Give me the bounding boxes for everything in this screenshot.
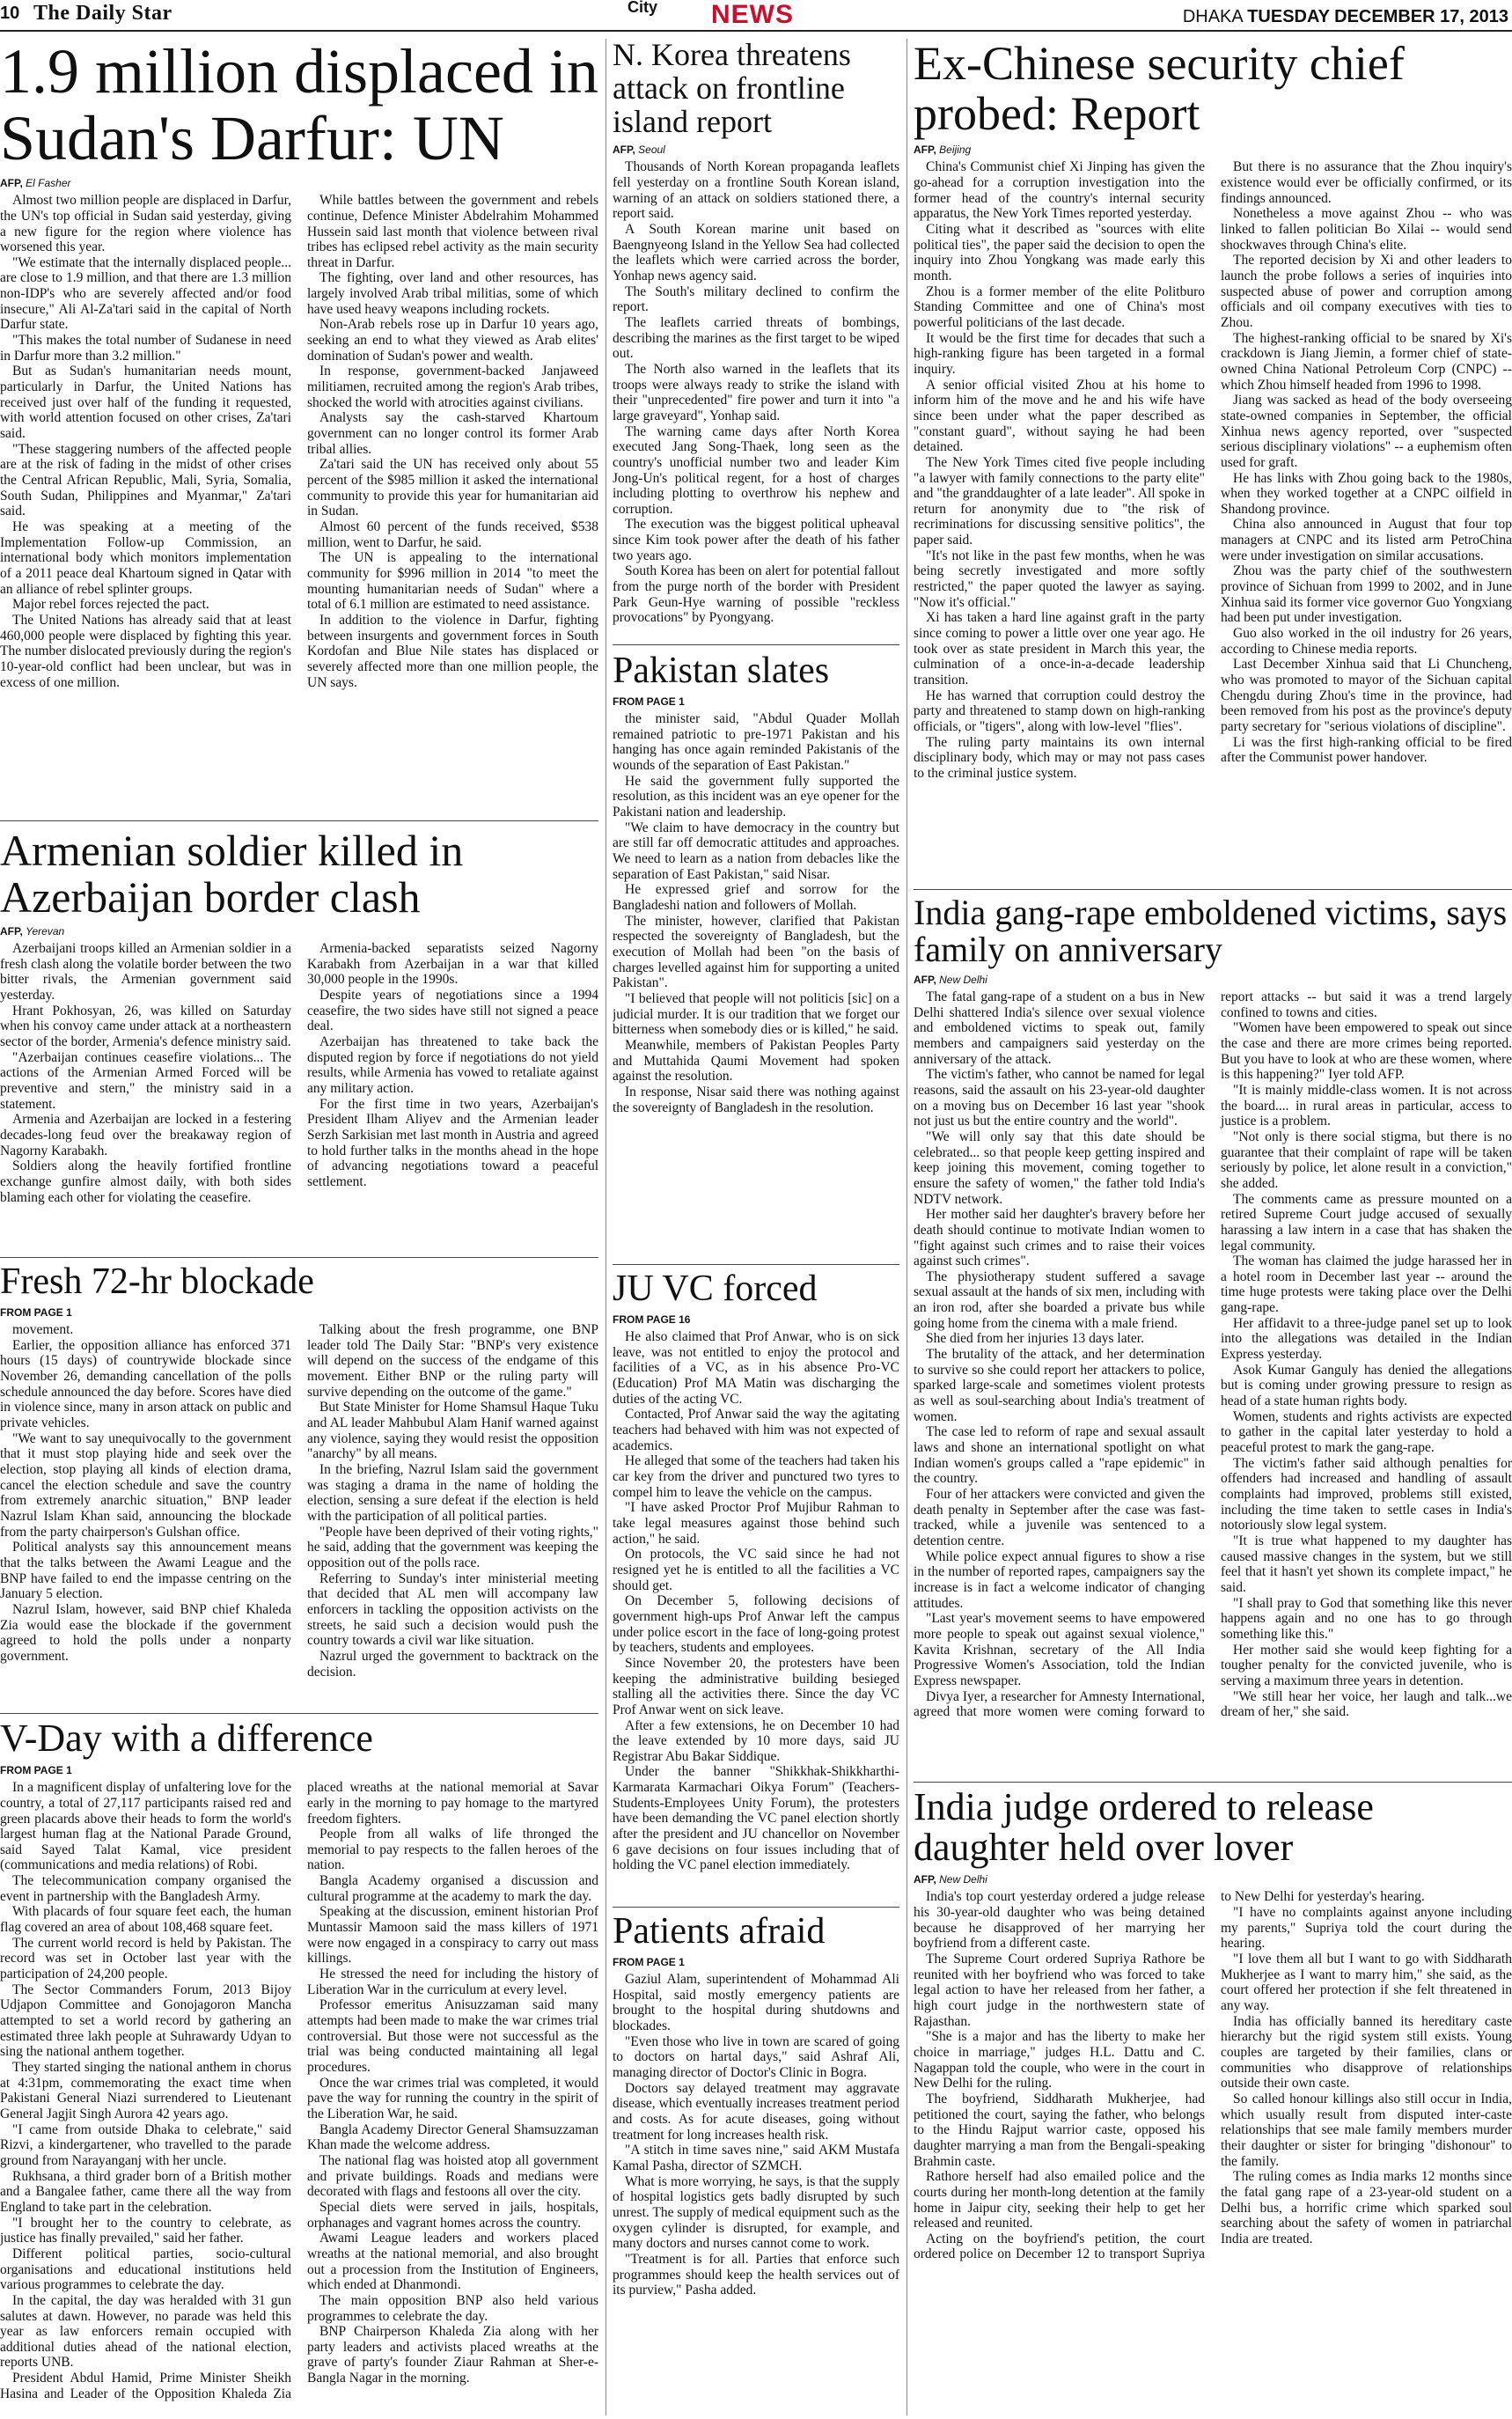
paragraph: A South Korean marine unit based on Baengnyeong Island in the Yellow Sea had collected the leaflets which were carried across the border, Yonhap news agency said.: [613, 222, 899, 283]
paragraph: India has officially banned its hereditary caste hierarchy but the rigid system still exists. Young couples are targeted by their families, clans or communities who disapprove of relationships outside their own caste.: [1221, 2013, 1512, 2092]
paragraph: He has links with Zhou going back to the 1980s, when they worked together at a CNPC oilfield in Shandong province.: [1221, 470, 1512, 517]
headline: Pakistan slates: [613, 651, 830, 691]
paragraph: "Treatment is for all. Parties that enforce such programmes should keep the health services out of its purview," Pasha added.: [613, 2251, 899, 2298]
headline: Fresh 72-hr blockade: [0, 1262, 314, 1302]
paragraph: The fatal gang-rape of a student on a bus in New Delhi shattered India's silence over sexual violence and emboldened victims to speak out, family members and campaigners said yesterday on the anniversary of the attack.: [914, 989, 1205, 1067]
headline: India judge ordered to release daughter held over lover: [914, 1787, 1374, 1870]
paragraph: So called honour killings also still occur in India, which usually result from disputed inter-caste relationships that see male family members murder their daughter or sister for bringing "dishonour" to the family.: [1221, 2091, 1512, 2169]
paragraph: Since November 20, the protesters have been keeping the administrative building besieged stalling all the activities there. Since the day VC Prof Anwar went on sick leave.: [613, 1655, 899, 1717]
paragraph: Thousands of North Korean propaganda leaflets fell yesterday on a frontline South Korean island, warning of an attack on soldiers stationed there, a report said.: [613, 159, 899, 222]
paragraph: He expressed grief and sorrow for the Bangladeshi nation and followers of Mollah.: [613, 882, 899, 913]
section-label-small: City: [628, 0, 658, 16]
paragraph: Nazrul urged the government to backtrack on the decision.: [307, 1648, 598, 1680]
paper-name: The Daily Star: [33, 2, 172, 25]
paragraph: Armenia and Azerbaijan are locked in a festering decades-long feud over the breakaway region of Nagorny Karabakh.: [0, 1112, 291, 1158]
paragraph: Za'tari said the UN has received only about 55 percent of the $985 million it asked the international community to provide this year for humanitarian aid in Sudan.: [307, 457, 598, 519]
paragraph: The comments came as pressure mounted on a retired Supreme Court judge accused of sexually harassing a law intern in a case that has shaken the legal community.: [1221, 1191, 1512, 1254]
paragraph: In response, government-backed Janjaweed militiamen, recruited among the region's Arab tribes, shocked the world with atrocities against civilians.: [307, 364, 598, 410]
paragraph: Jiang was sacked as head of the body overseeing state-owned companies in September, the official Xinhua news agency reported, over "suspected serious disciplinary violations" -- a euphemism often used for graft.: [1221, 393, 1512, 470]
paragraph: Earlier, the opposition alliance has enforced 371 hours (15 days) of countrywide blockade since November 26, demanding cancellation of the polls schedule announced the day before. Scores have died in violence since, many in arson attack on public and private vehicles.: [0, 1337, 291, 1431]
paragraph: Rukhsana, a third grader born of a British mother and a Bangalee father, came there all the way from England to take part in the celebration.: [0, 2168, 291, 2215]
byline: AFP, New Delhi: [914, 1873, 987, 1886]
paragraph: They started singing the national anthem in chorus at 4:31pm, commemorating the exact time when Pakistani General Niazi surrendered to Lieutenant General Jagjit Singh Aurora 42 years ago.: [0, 2060, 291, 2121]
rule: [613, 1264, 899, 1265]
paragraph: the minister said, "Abdul Quader Mollah remained patriotic to pre-1971 Pakistan and his hanging has once again reminded Pakistanis of the wounds of the separation of East Pakistan.": [613, 711, 899, 774]
article-darfur: [0, 39, 598, 813]
paragraph: The Sector Commanders Forum, 2013 Bijoy Udjapon Committee and Gonojagoron Mancha attempted to set a world record by gathering an estimated three lakh people at Suhrawardy Udyan to sing the national anthem together.: [0, 1982, 291, 2060]
paragraph: "Not only is there social stigma, but there is no guarantee that their complaint of rape will be taken seriously by police, let alone result in a conviction," she added.: [1221, 1129, 1512, 1191]
paragraph: Major rebel forces rejected the pact.: [12, 597, 209, 613]
byline: FROM PAGE 1: [0, 1306, 72, 1320]
paragraph: The warning came days after North Korea executed Jang Song-Thaek, long seen as the country's unofficial number two and leader Kim Jong-Un's political regent, for a host of charges including plotting to overthrow his nephew and corruption.: [613, 423, 899, 517]
paragraph: Four of her attackers were convicted and given the death penalty in September after the case was fast-tracked, while a juvenile was sentenced to a detention centre.: [914, 1487, 1205, 1548]
paragraph: The North also warned in the leaflets that its troops were always ready to strike the island with their "unprecedented" fire power and turn it into "a large graveyard", Yonhap said.: [613, 361, 899, 423]
rule: [613, 644, 899, 645]
paragraph: The brutality of the attack, and her determination to survive so she could report her attackers to police, sparked large-scale and sometimes violent protests as well as soul-searching about India's treatment of women.: [914, 1347, 1205, 1424]
article-body: [613, 1329, 899, 1901]
paragraph: Despite years of negotiations since a 1994 ceasefire, the two sides have still not signed a peace deal.: [307, 987, 598, 1034]
paragraph: BNP Chairperson Khaleda Zia along with her party leaders and activists placed wreaths at the grave of party's founder Ziaur Rahman at Sher-e-Bangla Nagar in the morning.: [307, 2324, 598, 2386]
headline: V-Day with a difference: [0, 1718, 373, 1760]
article-armenian: [0, 827, 598, 1250]
paragraph: "Women have been empowered to speak out since the case and there are more crimes being reported. But you have to look at who are these women, where is this happening?" Iyer told AFP.: [1221, 1020, 1512, 1083]
paragraph: The UN is appealing to the international community for $996 million in 2014 "to meet the mounting humanitarian needs of Sudan" where a total of 6.1 million are estimated to need assistance.: [307, 550, 598, 613]
masthead: [0, 0, 1512, 32]
paragraph: China also announced in August that four top managers at CNPC and its listed arm PetroChina were under investigation on similar accusations.: [1221, 517, 1512, 563]
paragraph: The Supreme Court ordered Supriya Rathore be reunited with her boyfriend who was forced to take legal action to have her released from her father, a high court judge in the northwestern state of Rajasthan.: [914, 1952, 1205, 2029]
headline: JU VC forced: [613, 1269, 818, 1309]
paragraph: "These staggering numbers of the affected people are at the risk of fading in the midst of other crises the Central African Republic, Mali, Syria, Somalia, South Sudan, Philippines and Myanmar," Za'tari said.: [0, 441, 291, 519]
rule: [914, 889, 1512, 890]
paragraph: Soldiers along the heavily fortified frontline exchange gunfire almost daily, with both sides blaming each other for violating the ceasefire.: [0, 1158, 291, 1205]
paragraph: On December 5, following decisions of government high-ups Prof Anwar left the campus under police escort in the face of long-going protest by teachers, students and employees.: [613, 1593, 899, 1656]
rule: [613, 1907, 899, 1908]
paragraph: Armenia-backed separatists seized Nagorny Karabakh from Azerbaijan in a war that killed 30,000 people in the 1990s.: [307, 941, 598, 988]
paragraph: The United Nations has already said that at least 460,000 people were displaced by fighting this year. The number dislocated previously during the region's 10-year-old conflict had been unclear, but was in excess of one million.: [0, 612, 291, 690]
article-ju-vc: [613, 1269, 899, 1903]
paragraph: Special diets were served in jails, hospitals, orphanages and vagrant homes across the country.: [307, 2199, 598, 2231]
paragraph: The victim's father, who cannot be named for legal reasons, said the assault on his 23-year-old daughter on a moving bus on December 16 last year "shook not just us but the entire country and the world".: [914, 1067, 1205, 1129]
paragraph: "I brought her to the country to celebrate, as justice has finally prevailed," said her father.: [0, 2215, 291, 2246]
paragraph: The New York Times cited five people including "a lawyer with family connections to the party elite" and "the granddaughter of a late leader". All spoke in return for anonymity due to "the risk of recriminations for discussing sensitive politics", the paper said.: [914, 454, 1205, 548]
rule: [0, 1257, 598, 1258]
paragraph: Contacted, Prof Anwar said the way the agitating teachers had behaved with him was not expected of academics.: [613, 1407, 899, 1453]
paragraph: movement.: [12, 1322, 74, 1338]
paragraph: The boyfriend, Siddharath Mukherjee, had petitioned the court, saying the father, who belongs to the Hindu Rajput warrior caste, opposed his daughter marrying a man from the Bengali-speaking Brahmin caste.: [914, 2091, 1205, 2169]
paragraph: "This makes the total number of Sudanese in need in Darfur more than 3.2 million.": [0, 333, 291, 364]
paragraph: Zhou is a former member of the elite Politburo Standing Committee and one of China's most powerful politicians of the last decade.: [914, 283, 1205, 330]
paragraph: The ruling comes as India marks 12 months since the fatal gang rape of a 23-year-old student on a Delhi bus, a horrific crime which sparked soul searching about the safety of women in patriarchal India are treated.: [1221, 2169, 1512, 2246]
paragraph: Her affidavit to a three-judge panel set up to look into the allegations was detailed in the Indian Express yesterday.: [1221, 1315, 1512, 1363]
paragraph: The case led to reform of rape and sexual assault laws and shone an international spotlight on what Indian women's groups called a "rape epidemic" in the country.: [914, 1424, 1205, 1487]
paragraph: Divya Iyer, a researcher for Amnesty International, agreed that more women were coming forward to report attacks -- but said it was a trend largely confined to towns and cities.: [914, 989, 1512, 1720]
paragraph: "I came from outside Dhaka to celebrate," said Rizvi, a kindergartener, who travelled to the parade ground from Narayanganj with her uncle.: [0, 2121, 291, 2168]
paragraph: Non-Arab rebels rose up in Darfur 10 years ago, seeking an end to what they viewed as Arab elites' domination of Sudan's power and wealth.: [307, 317, 598, 364]
paragraph: Asok Kumar Ganguly has denied the allegations but is coming under growing pressure to resign as head of a state human rights body.: [1221, 1362, 1512, 1409]
paragraph: Her mother said her daughter's bravery before her death should continue to motivate Indian women to "fight against such crimes and to raise their voices against such crimes".: [914, 1207, 1205, 1269]
headline: Ex-Chinese security chief probed: Report: [914, 39, 1405, 140]
paragraph: The reported decision by Xi and other leaders to launch the probe follows a series of inquiries into suspected abuse of power and corruption among officials and oil company executives with ties to Zhou.: [1221, 253, 1512, 330]
paragraph: "It is true what happened to my daughter has caused massive changes in the system, but we still feel that it hasn't yet shown its complete impact," he said.: [1221, 1533, 1512, 1595]
section-label: NEWS: [711, 0, 794, 29]
paragraph: "It's not like in the past few months, when he was being secretly investigated and more softly restricted," the paper quoted the lawyer as saying. "Now it's official.": [914, 548, 1205, 610]
paragraph: He said the government fully supported the resolution, as this incident was an eye opener for the Pakistani nation and leadership.: [613, 773, 899, 820]
paragraph: Talking about the fresh programme, one BNP leader told The Daily Star: "BNP's very existence will depend on the success of the endgame of this movement. Either BNP or the ruling party will survive depending on the outcome of the game.": [307, 1322, 598, 1400]
byline: AFP, Seoul: [613, 143, 665, 157]
byline: AFP, New Delhi: [914, 974, 987, 986]
paragraph: South Korea has been on alert for potential fallout from the purge north of the border with President Park Geun-Hye warning of possible "reckless provocations" by Pyongyang.: [613, 563, 899, 626]
article-body: [0, 193, 598, 809]
paragraph: India's top court yesterday ordered a judge release his 30-year-old daughter who was being detained because he disapproved of her marrying her boyfriend from a different caste.: [914, 1889, 1205, 1952]
paragraph: The fighting, over land and other resources, has largely involved Arab tribal militias, some of which have used heavy weapons including rockets.: [307, 270, 598, 317]
paragraph: The victim's father said although penalties for offenders had increased and handling of assault complaints had improved, problems still existed, including the time taken to settle cases in India's notoriously slow legal system.: [1221, 1455, 1512, 1533]
paragraph: The woman has claimed the judge harassed her in a hotel room in December last year -- around the time huge protests were taking place over the Delhi gang-rape.: [1221, 1254, 1512, 1316]
paragraph: "I have asked Proctor Prof Mujibur Rahman to take legal measures against those behind such action," he said.: [613, 1500, 899, 1547]
paragraph: China's Communist chief Xi Jinping has given the go-ahead for a corruption investigation into the former head of the country's internal security apparatus, the New York Times reported yesterday.: [914, 159, 1205, 222]
headline: India gang-rape emboldened victims, says family on anniversary: [914, 894, 1508, 969]
byline: FROM PAGE 1: [613, 1956, 685, 1969]
page-number: 10: [0, 4, 20, 23]
paragraph: Xi has taken a hard line against graft in the party since coming to power a little over one year ago. He took over as state president in March this year, the culmination of a once-in-a-decade leadership transition.: [914, 610, 1205, 688]
byline: AFP, Yerevan: [0, 925, 65, 937]
paragraph: Hrant Pokhosyan, 26, was killed on Saturday when his convoy came under attack at a northeastern sector of the border, Armenia's defence ministry said.: [0, 1003, 291, 1049]
paragraph: The leaflets carried threats of bombings, describing the marines as the first target to be wiped out.: [613, 314, 899, 362]
paragraph: Meanwhile, members of Pakistan Peoples Party and Muttahida Qaumi Movement had spoken against the resolution.: [613, 1037, 899, 1085]
paragraph: He was speaking at a meeting of the Implementation Follow-up Commission, an international body which monitors implementation of a 2011 peace deal Khartoum signed in Qatar with an alliance of rebel splinter groups.: [0, 518, 291, 597]
article-china: [914, 39, 1512, 884]
article-body: [914, 1889, 1512, 2400]
paragraph: Doctors say delayed treatment may aggravate disease, which eventually increases treatment period and costs. As for acute diseases, going without treatment for long increases health risk.: [613, 2080, 899, 2143]
paragraph: Azerbaijan has threatened to take back the disputed region by force if negotiations do not yield results, while Armenia has vowed to retaliate against any military action.: [307, 1033, 598, 1096]
paragraph: Speaking at the discussion, eminent historian Prof Muntassir Mamoon said the mass killers of 1971 were now engaged in a conspiracy to carry out mass killings.: [307, 1904, 598, 1967]
paragraph: Women, students and rights activists are expected to gather in the capital later yesterday to hold a peaceful protest to mark the gang-rape.: [1221, 1408, 1512, 1456]
paragraph: The national flag was hoisted atop all government and private buildings. Roads and medians were decorated with flags and festoons all over the city.: [307, 2152, 598, 2200]
paragraph: Bangla Academy organised a discussion and cultural programme at the academy to mark the day.: [307, 1873, 598, 1904]
paragraph: "We claim to have democracy in the country but are still far off democratic attitudes and approaches. We need to learn as a nation from debacles like the separation of East Pakistan," said Nisar.: [613, 820, 899, 882]
paragraph: "Even those who live in town are scared of going to doctors on hartal days," said Ashraf Ali, managing director of Doctor's Clinic in Bogra.: [613, 2033, 899, 2081]
paragraph: Zhou was the party chief of the southwestern province of Sichuan from 1999 to 2002, and in June Xinhua said its former vice governor Guo Yongxiang had been put under investigation.: [1221, 563, 1512, 626]
paragraph: A senior official visited Zhou at his home to inform him of the move and he and his wife have since been under what the paper described as "constant guard", without saying he had been detained.: [914, 377, 1205, 455]
headline: Armenian soldier killed in Azerbaijan border clash: [0, 827, 464, 922]
paragraph: In addition to the violence in Darfur, fighting between insurgents and government forces in South Kordofan and Blue Nile states has displaced or severely affected more than one million people, the UN says.: [307, 612, 598, 690]
headline: N. Korea threatens attack on frontline island report: [613, 39, 851, 139]
paragraph: On protocols, the VC said since he had not resigned yet he is entitled to all the facilities a VC should get.: [613, 1547, 899, 1593]
paragraph: The minister, however, clarified that Pakistan respected the sovereignty of Bangladesh, but the execution of Mollah had been "on the basis of charges levelled against him for supporting a united Pakistan".: [613, 913, 899, 991]
byline: FROM PAGE 16: [613, 1313, 691, 1327]
paragraph: Bangla Academy Director General Shamsuzzaman Khan made the welcome address.: [307, 2121, 598, 2153]
article-pakistan: [613, 651, 899, 1259]
paragraph: "We want to say unequivocally to the government that it must stop playing hide and seek over the election, stop playing all kinds of election drama, cancel the election schedule and save the country from extremely anarchic situation," BNP leader Nazrul Islam Khan said, announcing the blockade from the party chairperson's Gulshan office.: [0, 1430, 291, 1540]
paragraph: People from all walks of life thronged the memorial to pay respects to the fallen heroes of the nation.: [307, 1827, 598, 1873]
byline: AFP, El Fasher: [0, 177, 71, 190]
article-blockade: [0, 1262, 598, 1708]
paragraph: Li was the first high-ranking official to be fired after the Communist power handover.: [1221, 734, 1512, 766]
paragraph: But State Minister for Home Shamsul Haque Tuku and AL leader Mahbubul Alam Hanif warned against any violence, saying they would resist the opposition "anarchy" by all means.: [307, 1400, 598, 1462]
dateline: DHAKA TUESDAY DECEMBER 17, 2013: [1182, 7, 1508, 26]
paragraph: "People have been deprived of their voting rights," he said, adding that the government was keeping the opposition out of the polls race.: [307, 1524, 598, 1570]
article-judge: [914, 1787, 1512, 2414]
headline: Patients afraid: [613, 1912, 826, 1952]
paragraph: Acting on the boyfriend's petition, the court ordered police on December 12 to transport Supriya to New Delhi for yesterday's hearing.: [914, 1889, 1425, 2262]
paragraph: She died from her injuries 13 days later.: [926, 1331, 1144, 1347]
paragraph: For the first time in two years, Azerbaijan's President Ilham Aliyev and the Armenian leader Serzh Sarkisian met last month in Austria and agreed to hold further talks in the months ahead in the hope of advancing negotiations toward a peaceful settlement.: [307, 1096, 598, 1189]
paragraph: "I love them all but I want to go with Siddharath Mukherjee as I want to marry him," she said, as the court offered her protection if she felt threatened in any way.: [1221, 1952, 1512, 2013]
paragraph: Referring to Sunday's inter ministerial meeting that decided that AL men will accompany law enforcers in tackling the opposition activists on the streets, he said such a decision would push the country towards a civil war like situation.: [307, 1570, 598, 1649]
paragraph: The physiotherapy student suffered a savage sexual assault at the hands of six men, including with an iron rod, after she boarded a private bus while going home from the cinema with a male friend.: [914, 1268, 1205, 1331]
paragraph: Under the banner "Shikkhak-Shikkharthi-Karmarata Karmachari Oikya Forum" (Teachers-Students-Employees Unity Forum), the protesters have been demanding the VC panel election shortly after the president and JU chancellor on November 6 gave decisions on four issues including that of holding the VC panel election immediately.: [613, 1764, 899, 1873]
paragraph: The ruling party maintains its own internal disciplinary body, which may or may not pass cases to the criminal justice system.: [914, 734, 1205, 781]
paragraph: "Azerbaijan continues ceasefire violations... The actions of the Armenian Armed Forced will be preventive and stern," the ministry said in a statement.: [0, 1049, 291, 1112]
paragraph: Once the war crimes trial was completed, it would pave the way for running the country in the spirit of the Liberation War, he said.: [307, 2075, 598, 2121]
rule: [0, 820, 598, 821]
paragraph: "We will only say that this date should be celebrated... so that people keep getting inspired and keep joining this movement, coming together to ensure the safety of women," the father told India's NDTV network.: [914, 1129, 1205, 1207]
byline: FROM PAGE 1: [613, 695, 685, 709]
article-body: [613, 1972, 899, 2412]
article-patients: [613, 1912, 899, 2414]
paragraph: Citing what it described as "sources with elite political ties", the paper said the decision to open the inquiry into Zhou Yongkang was made early this month.: [914, 222, 1205, 283]
paragraph: Gaziul Alam, superintendent of Mohammad Ali Hospital, said mostly emergency patients are brought to the hospital during shutdowns and blockades.: [613, 1972, 899, 2034]
paragraph: Awami League leaders and workers placed wreaths at the national memorial, and also brought out a procession from the Institution of Engineers, which ended at Dhanmondi.: [307, 2231, 598, 2293]
article-korea: [613, 39, 899, 637]
article-vday: [0, 1718, 598, 2414]
paragraph: Azerbaijani troops killed an Armenian soldier in a fresh clash along the volatile border between the two bitter rivals, the Armenian government said yesterday.: [0, 941, 291, 1003]
paragraph: The main opposition BNP also held various programmes to celebrate the day.: [307, 2292, 598, 2324]
paragraph: "I believed that people will not politicis [sic] on a judicial murder. It is our tradition that we forget our bitterness when somebody dies or is killed," he said.: [613, 990, 899, 1038]
article-body: [914, 159, 1512, 881]
paragraph: Political analysts say this announcement means that the talks between the Awami League and the BNP have failed to end the impasse centring on the January 5 election.: [0, 1540, 291, 1602]
paragraph: Nonetheless a move against Zhou -- who was linked to fallen politician Bo Xilai -- would send shockwaves through China's elite.: [1221, 206, 1512, 253]
paragraph: The South's military declined to confirm the report.: [613, 283, 899, 315]
paragraph: Rathore herself had also emailed police and the courts during her month-long detention at the family home in Jaipur city, seeking their help to get her released and reunited.: [914, 2169, 1205, 2232]
paragraph: In the briefing, Nazrul Islam said the government was staging a drama in the name of holding the election, sensing a sure defeat if the election is held with the participation of all political parties.: [307, 1462, 598, 1524]
paragraph: In response, Nisar said there was nothing against the sovereignty of Bangladesh in the resolution.: [613, 1084, 899, 1115]
paragraph: In a magnificent display of unfaltering love for the country, a total of 27,117 participants raised red and green placards above their heads to form the world's largest human flag at the National Parade Ground, said Sayed Talat Kamal, vice president (communications and media relations) of Robi.: [0, 1780, 291, 1873]
paragraph: "We estimate that the internally displaced people... are close to 1.9 million, and that there are 1.3 million non-IDP's who are severely affected and/or food insecure," Ali Al-Za'tari said in the capital of North Darfur state.: [0, 254, 291, 333]
paragraph: In the capital, the day was heralded with 31 gun salutes at dawn. However, no parade was held this year as law enforcers remain occupied with additional duties ahead of the national election, reports UNB.: [0, 2292, 291, 2371]
rule: [914, 1782, 1512, 1783]
paragraph: He has warned that corruption could destroy the party and threatened to stamp down on high-ranking officials, or "tigers", along with low-level "flies".: [914, 687, 1205, 734]
paragraph: Nazrul Islam, however, said BNP chief Khaleda Zia would ease the blockade if the government agreed to hold the polls under a nonparty government.: [0, 1601, 291, 1664]
paragraph: The execution was the biggest political upheaval since Kim took power after the death of his father two years ago.: [613, 517, 899, 563]
byline: FROM PAGE 1: [0, 1764, 72, 1777]
paragraph: "I have no complaints against anyone including my parents," Supriya told the court during the hearing.: [1221, 1905, 1512, 1952]
column-rule-2: [906, 39, 907, 2415]
paragraph: "She is a major and has the liberty to make her choice in marriage," judges H.L. Dattu and C. Nagappan told the couple, who were in the court in New Delhi for the ruling.: [914, 2029, 1205, 2092]
paragraph: But as Sudan's humanitarian needs mount, particularly in Darfur, the United Nations has received just over half of the funding it requested, with world attention focused on other crises, Za'tari said.: [0, 364, 291, 442]
paragraph: He also claimed that Prof Anwar, who is on sick leave, was not entitled to enjoy the protocol and facilities of a VC, as in his absence Pro-VC (Education) Prof MA Matin was discharging the duties of the acting VC.: [613, 1329, 899, 1407]
paragraph: "We still hear her voice, her laugh and talk...we dream of her," she said.: [1221, 1688, 1512, 1720]
headline: 1.9 million displaced in Sudan's Darfur: UN: [0, 39, 598, 173]
rule: [0, 1713, 598, 1714]
paragraph: The current world record is held by Pakistan. The record was set in October last year with the participation of 24,200 people.: [0, 1935, 291, 1982]
paragraph: He stressed the need for including the history of Liberation War in the curriculum at every level.: [307, 1967, 598, 1997]
paragraph: Almost 60 percent of the funds received, $538 million, went to Darfur, he said.: [307, 518, 598, 550]
paragraph: "I shall pray to God that something like this never happens again and no one has to go through something like this.": [1221, 1595, 1512, 1642]
paragraph: Professor emeritus Anisuzzaman said many attempts had been made to make the war crimes trial controversial. But those were not successful as the trial was being conducted maintaining all legal procedures.: [307, 1997, 598, 2075]
paragraph: Analysts say the cash-starved Khartoum government can no longer control its former Arab tribal allies.: [307, 410, 598, 457]
paragraph: Last December Xinhua said that Li Chuncheng, who was promoted to mayor of the Sichuan capital Chengdu during Zhou's time in the province, had been removed from his post as the province's deputy party secretary for "serious violations of discipline".: [1221, 657, 1512, 734]
byline: AFP, Beijing: [914, 143, 972, 157]
paragraph: "Last year's movement seems to have empowered more people to speak out against sexual violence," Kavita Krishnan, secretary of the All India Progressive Women's Association, told the Indian Express newspaper.: [914, 1611, 1205, 1688]
paragraph: What is more worrying, he says, is that the supply of hospital logistics gets badly disrupted by such unrest. The supply of medical equipment such as the oxygen cylinder is disrupted, for example, and many doctors and nurses cannot come to work.: [613, 2173, 899, 2252]
paragraph: Guo also worked in the oil industry for 26 years, according to Chinese media reports.: [1221, 626, 1512, 657]
paragraph: It would be the first time for decades that such a high-ranking figure has been targeted in a formal inquiry.: [914, 330, 1205, 377]
article-body: [613, 711, 899, 1257]
article-gang-rape: [914, 894, 1512, 1775]
article-body: [0, 941, 598, 1249]
paragraph: While police expect annual figures to show a rise in the number of reported rapes, campaigners say the increase is in fact a welcome indicator of changing attitudes.: [914, 1548, 1205, 1611]
paragraph: With placards of four square feet each, the human flag covered an area of about 108,468 square feet.: [0, 1904, 291, 1936]
paragraph: The highest-ranking official to be snared by Xi's crackdown is Jiang Jiemin, a former chief of state-owned China National Petroleum Corp (CNPC) -- which Zhou himself headed from 1996 to 1998.: [1221, 330, 1512, 393]
paragraph: "It is mainly middle-class women. It is not across the board.... in rural areas in particular, access to justice is a problem.: [1221, 1082, 1512, 1129]
article-body: [0, 1780, 598, 2414]
paragraph: While battles between the government and rebels continue, Defence Minister Abdelrahim Mohammed Hussein said last month that violence between rival tribes has eclipsed rebel activity as the main security threat in Darfur.: [307, 193, 598, 270]
paragraph: He alleged that some of the teachers had taken his car key from the driver and punctured two tyres to compel him to leave the vehicle on the campus.: [613, 1453, 899, 1500]
paragraph: Almost two million people are displaced in Darfur, the UN's top official in Sudan said yesterday, giving a new figure for the region where violence has worsened this year.: [0, 193, 291, 255]
article-body: [0, 1322, 598, 1708]
article-body: [914, 989, 1512, 1764]
paragraph: Her mother said she would keep fighting for a tougher penalty for the convicted juvenile, who is serving a maximum three years in detention.: [1221, 1642, 1512, 1688]
paragraph: President Abdul Hamid, Prime Minister Sheikh Hasina and Leader of the Opposition Khaleda Zia placed wreaths at the national memorial at Savar early in the morning to pay homage to the martyred freedom fighters.: [0, 1780, 598, 2401]
paragraph: The telecommunication company organised the event in partnership with the Bangladesh Army.: [0, 1873, 291, 1904]
paragraph: "A stitch in time saves nine," said AKM Mustafa Kamal Pasha, director of SZMCH.: [613, 2143, 899, 2173]
paragraph: After a few extensions, he on December 10 had the leave extended by 10 more days, said JU Registrar Abu Bakar Siddique.: [613, 1717, 899, 1764]
paragraph: But there is no assurance that the Zhou inquiry's existence would ever be officially confirmed, or its findings announced.: [1221, 159, 1512, 206]
paragraph: Different political parties, socio-cultural organisations and educational institutions held various programmes to celebrate the day.: [0, 2246, 291, 2293]
article-body: [613, 159, 899, 637]
